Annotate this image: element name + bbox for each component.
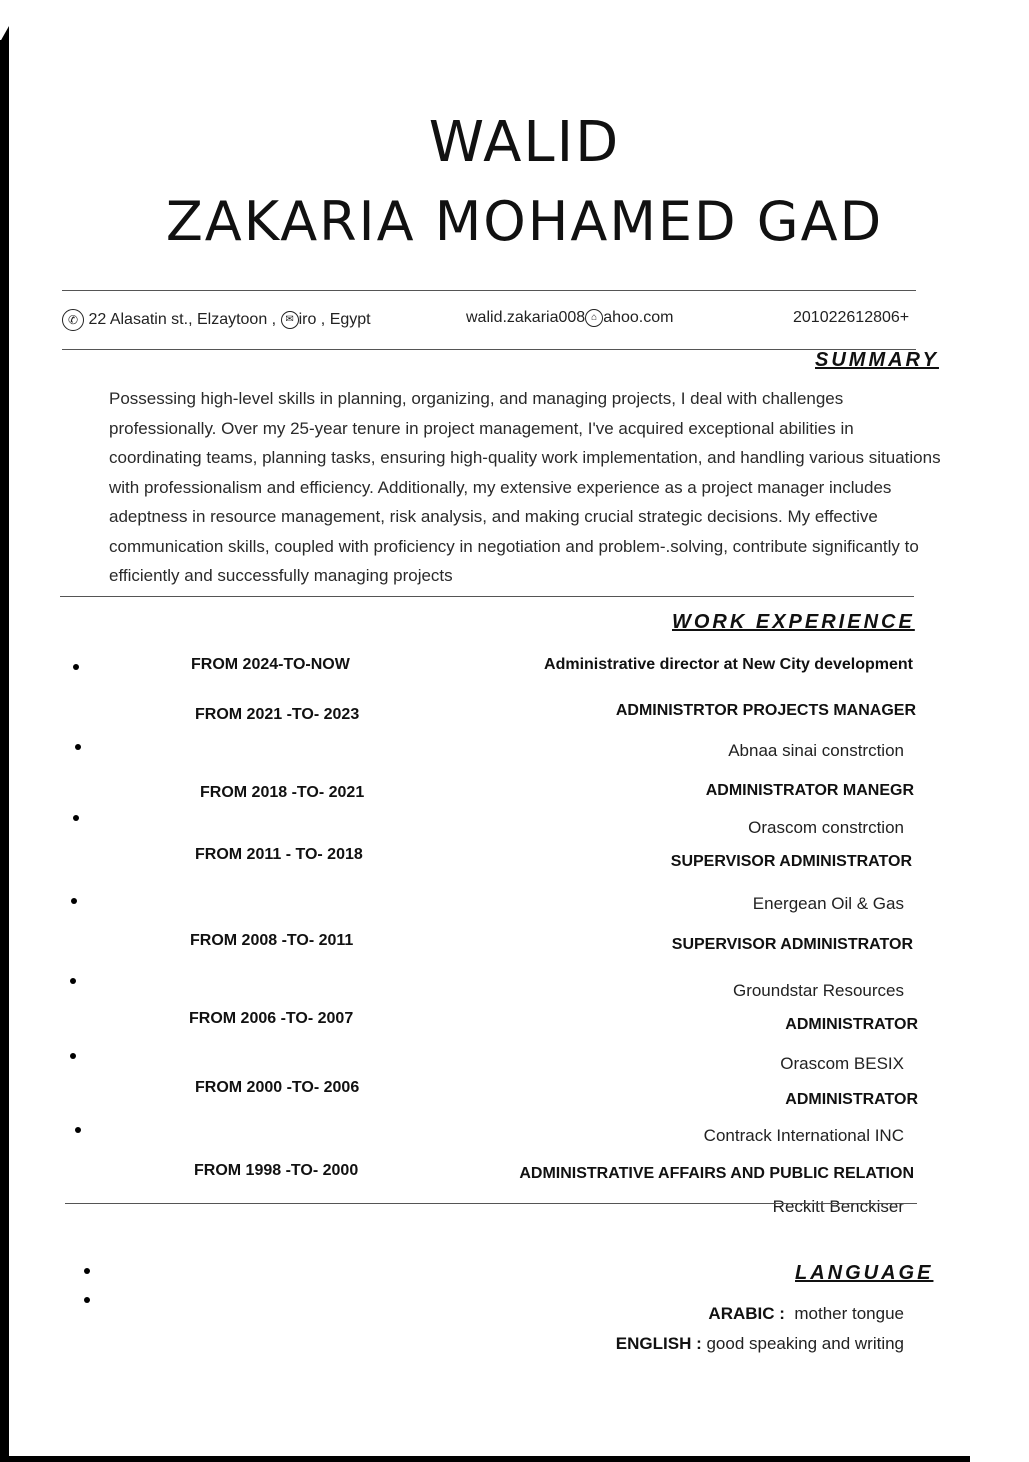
job-role: ADMINISTRATIVE AFFAIRS AND PUBLIC RELATION (519, 1165, 914, 1182)
contact-phone: 201022612806+ (793, 309, 910, 326)
job-role: ADMINISTRTOR PROJECTS MANAGER (615, 702, 916, 719)
bullet (70, 1053, 76, 1059)
phone-icon: ✆ (62, 309, 84, 331)
job-role: Administrative director at New City development (544, 656, 913, 673)
job-period: FROM 2006 -TO- 2007 (189, 1010, 354, 1027)
page-edge-left (0, 40, 9, 1462)
job-company: Groundstar Resources (732, 981, 904, 1000)
job-period: FROM 2021 -TO- 2023 (195, 706, 360, 723)
contact-email (466, 309, 673, 327)
address-text-start: 22 Alasatin st., Elzaytoon , (88, 311, 277, 329)
email-icon: ✉ (281, 311, 299, 329)
language-level: good speaking and writing (701, 1334, 904, 1353)
job-company: Contrack International INC (703, 1126, 904, 1145)
summary-text: Possessing high-level skills in planning, organizing, and managing projects, I deal with challenges professionally. Over my 25-year tenure in project management, I've acquired exceptional abilities in coordinating teams, planning tasks, ensuring high-quality work implementation, and handling various situations with professionalism and efficiency. Additionally, my extensive experience as a project manager includes adeptness in resource management, risk analysis, and making crucial strategic decisions. My effective communication skills, coupled with proficiency in negotiation and problem-.solving, contribute significantly to efficiently and successfully managing projects (109, 389, 941, 585)
job-period: FROM 2018 -TO- 2021 (200, 784, 365, 801)
job-period: FROM 1998 -TO- 2000 (194, 1162, 359, 1179)
bullet (75, 744, 81, 750)
bullet (71, 898, 77, 904)
email-text-start: walid.zakaria008 (466, 309, 586, 327)
summary-title: SUMMARY (815, 349, 939, 371)
language-label: ARABIC : (708, 1304, 785, 1323)
bullet (73, 664, 79, 670)
home-icon: ⌂ (585, 309, 603, 327)
language-level: mother tongue (784, 1304, 904, 1323)
language-arabic (708, 1304, 904, 1324)
job-company: Orascom constrction (748, 818, 904, 837)
job-role: ADMINISTRATOR MANEGR (705, 782, 914, 799)
bullet (73, 815, 79, 821)
email-text-end: ahoo.com (603, 309, 674, 327)
language-english (616, 1334, 904, 1354)
job-period: FROM 2008 -TO- 2011 (190, 932, 354, 949)
job-company: Abnaa sinai constrction (728, 741, 904, 760)
language-title: LANGUAGE (795, 1262, 934, 1284)
divider-summary (60, 596, 914, 597)
bullet (84, 1268, 90, 1274)
bullet (70, 978, 76, 984)
address-text-end: iro , Egypt (298, 311, 371, 329)
job-period: FROM 2024-TO-NOW (191, 656, 350, 673)
name-first: WALID (428, 110, 621, 175)
job-company: Reckitt Benckiser (772, 1197, 904, 1216)
name-rest: ZAKARIA MOHAMED GAD (165, 190, 884, 253)
contact-address (62, 309, 371, 331)
job-role: ADMINISTRATOR (785, 1016, 918, 1033)
job-role: ADMINISTRATOR (785, 1091, 918, 1108)
job-company: Energean Oil & Gas (752, 894, 904, 913)
divider-contact (62, 349, 916, 350)
job-period: FROM 2000 -TO- 2006 (195, 1079, 360, 1096)
divider-experience (65, 1203, 917, 1204)
bullet (75, 1127, 81, 1133)
work-experience-title: WORK EXPERIENCE (672, 611, 915, 633)
bullet (84, 1297, 90, 1303)
language-label: ENGLISH : (615, 1334, 702, 1353)
job-role: SUPERVISOR ADMINISTRATOR (671, 936, 913, 953)
divider-top (62, 290, 916, 291)
job-period: FROM 2011 - TO- 2018 (195, 846, 363, 863)
job-company: Orascom BESIX (780, 1054, 904, 1073)
page-edge-bottom (0, 1456, 970, 1462)
job-role: SUPERVISOR ADMINISTRATOR (670, 853, 912, 870)
